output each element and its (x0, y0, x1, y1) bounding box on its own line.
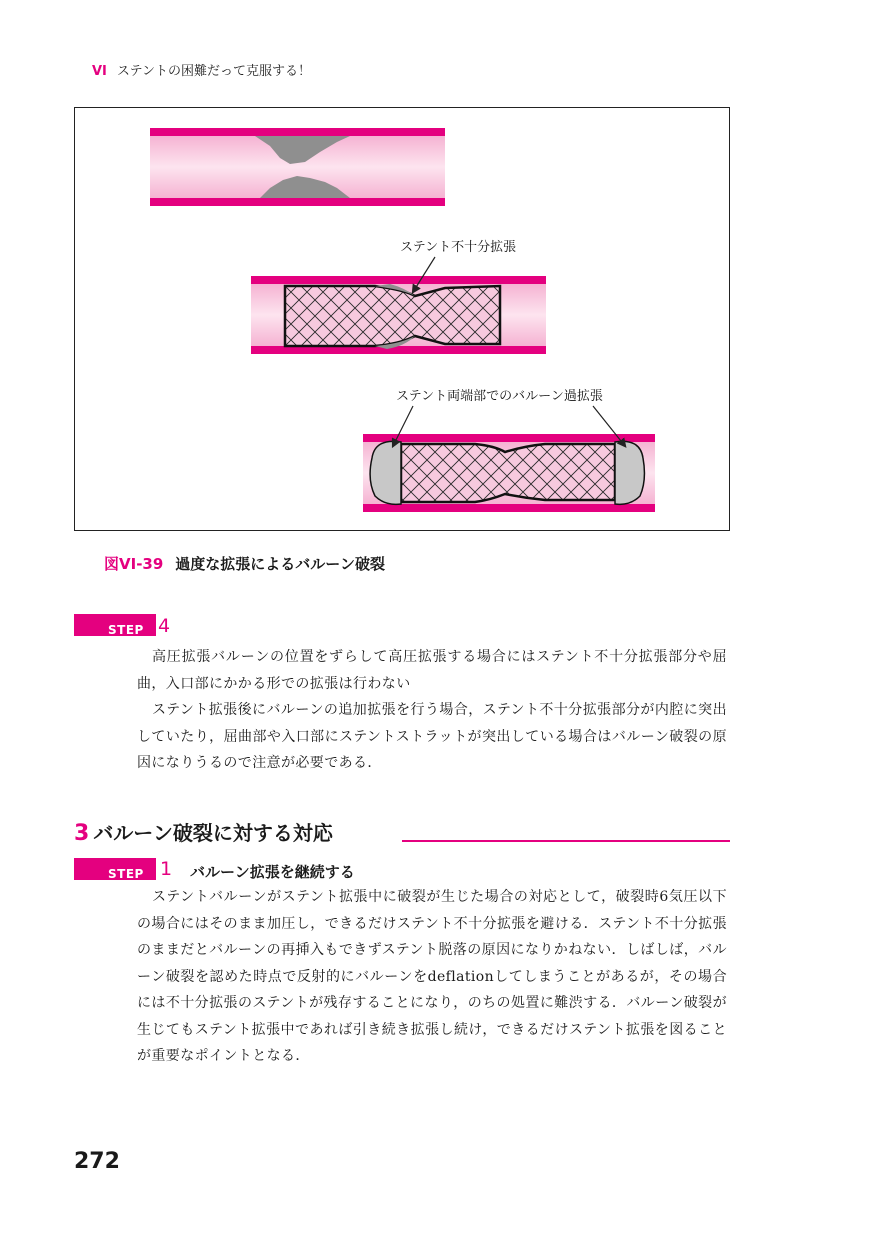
step-badge (74, 614, 156, 636)
chapter-number: VI (92, 64, 107, 79)
step-number: 4 (158, 615, 171, 637)
step-title: バルーン拡張を継続する (190, 863, 355, 881)
section-rule (402, 840, 730, 842)
step-number: 1 (160, 858, 173, 880)
figure-caption-text: 過度な拡張によるバルーン破裂 (175, 555, 385, 573)
balloon-end-left (370, 441, 401, 504)
label-underexpansion: ステント不十分拡張 (400, 240, 517, 255)
vessel-stenosis (150, 128, 445, 206)
stent-mesh (401, 444, 615, 502)
stent-mesh (285, 286, 500, 346)
figure-box (74, 107, 730, 531)
step-badge-label: STEP (108, 867, 144, 881)
vessel-stent-underexpansion (251, 276, 546, 354)
section-title: バルーン破裂に対する対応 (93, 821, 333, 845)
body-paragraph: ステント拡張後にバルーンの追加拡張を行う場合，ステント不十分拡張部分が内腔に突出していたり，屈曲部や入口部にステントストラットが突出している場合はバルーン破裂の原因になりうるので注意が必要である． (137, 702, 727, 771)
section-number: 3 (74, 821, 90, 846)
page-number: 272 (74, 1149, 120, 1174)
chapter-title: ステントの困難だって克服する！ (116, 64, 311, 79)
step-badge-label: STEP (108, 623, 144, 637)
figure-caption (104, 553, 385, 574)
body-paragraph: 高圧拡張バルーンの位置をずらして高圧拡張する場合にはステント不十分拡張部分や屈曲，入口部にかかる形での拡張は行わない (137, 649, 727, 692)
label-overexpansion: ステント両端部でのバルーン過拡張 (396, 389, 603, 404)
running-head (92, 60, 311, 79)
figure-number: 図VI-39 (104, 555, 164, 573)
section-heading (74, 817, 333, 846)
body-paragraph: ステントバルーンがステント拡張中に破裂が生じた場合の対応として，破裂時6気圧以下の場合にはそのまま加圧し，できるだけステント不十分拡張を避ける．ステント不十分拡張のままだとバルーンの再挿入もできずステント脱落の原因になりかねない．しばしば，バルーン破裂を認めた時点で反射的にバルーンをdeflationしてしまうことがあるが，その場合には不十分拡張のステントが残存することになり，のちの処置に難渋する．バルーン破裂が生じてもステント拡張中であれば引き続き拡張し続け，できるだけステント拡張を図ることが重要なポイントとなる． (137, 889, 727, 1064)
step-badge (74, 858, 156, 880)
balloon-end-right (615, 441, 644, 504)
vessel-balloon-overexpansion (363, 434, 655, 512)
figure-illustration (75, 108, 731, 532)
